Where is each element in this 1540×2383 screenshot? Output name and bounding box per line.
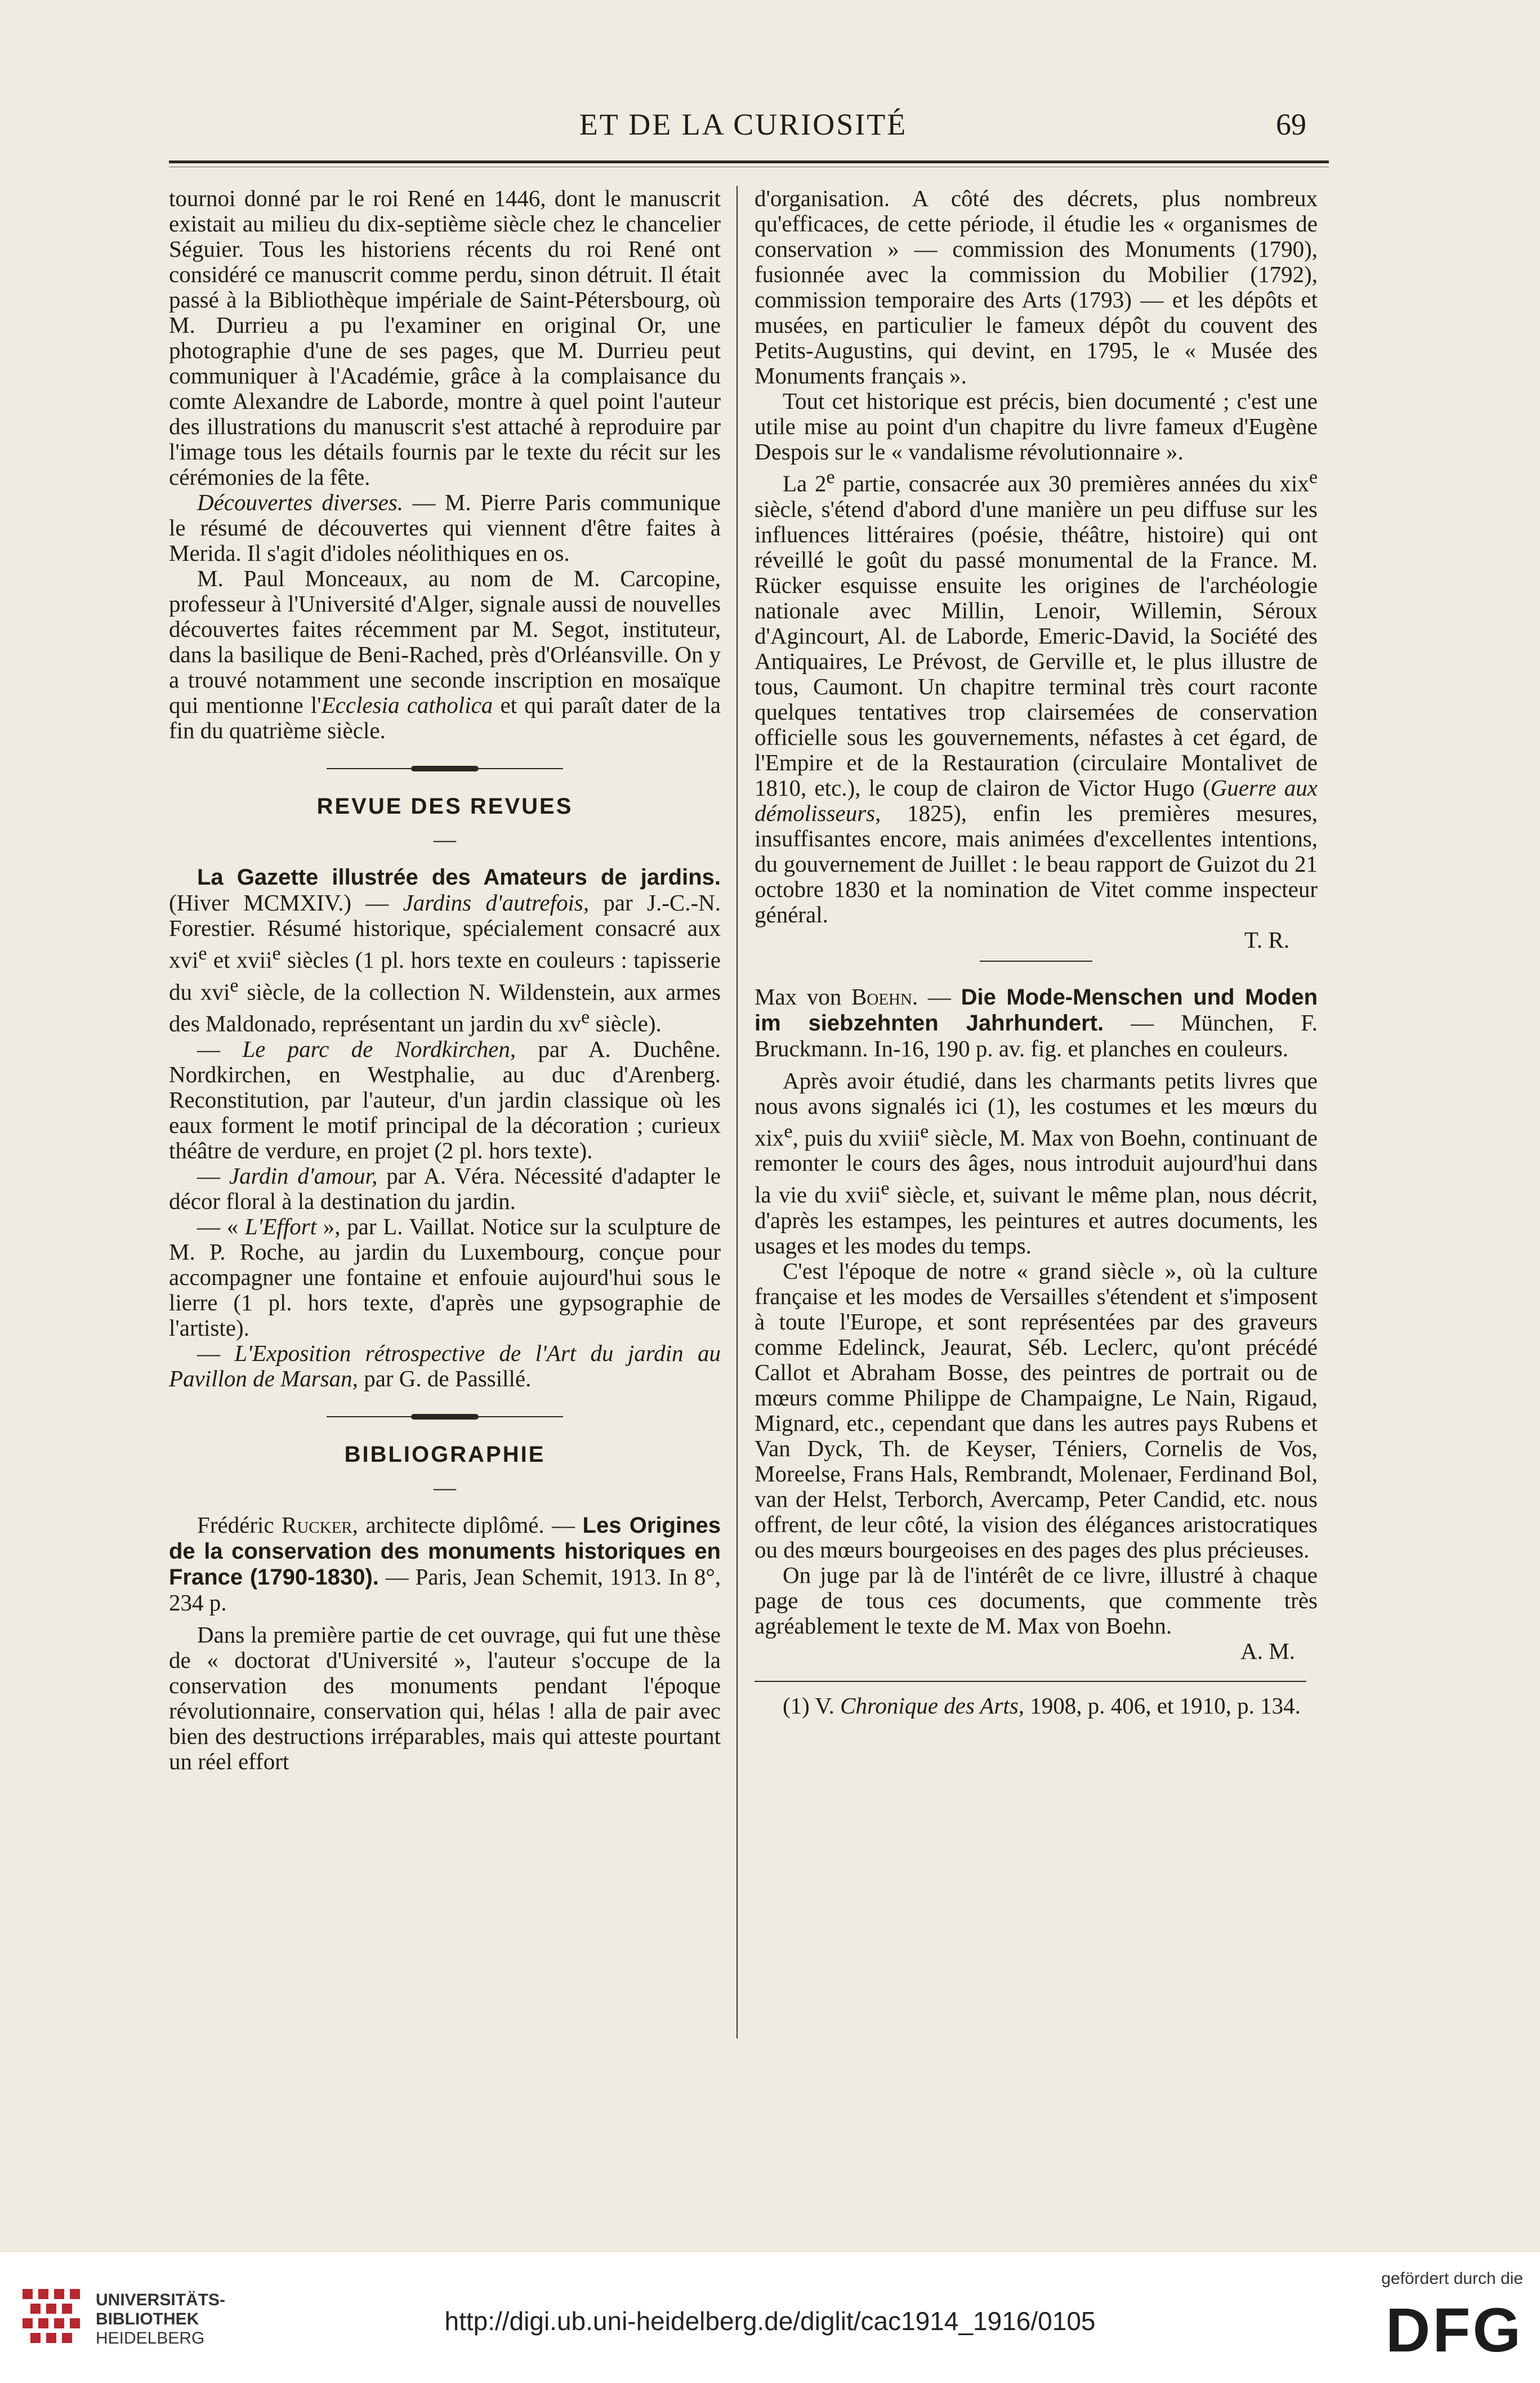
paragraph: tournoi donné par le roi René en 1446, dont le manuscrit existait au milieu du dix-septième siècle chez le chancelier Séguier. Tous les historiens récents du roi René ont considéré ce manuscrit comme perdu, sinon détruit. Il était passé à la Bibliothèque impériale de Saint-Pétersbourg, où M. Durrieu a pu l'examiner en original Or, une photographie d'une de ses pages, que M. Durrieu peut communiquer à l'Académie, grâce à la complaisance du comte Alexandre de Laborde, montre à quel point l'auteur des illustrations du manuscrit s'est attaché à reproduire par l'image tous les détails fournis par le texte du récit sur les cérémonies de la fête. [169, 185, 721, 490]
footnote: (1) V. Chronique des Arts, 1908, p. 406, et 1910, p. 134. [783, 1692, 1301, 1719]
signature-tr: T. R. [1244, 926, 1289, 953]
header-title: ET DE LA CURIOSITÉ [579, 108, 908, 141]
left-column [169, 186, 721, 1774]
italic-lead: Découvertes diverses. [197, 489, 403, 515]
paragraph: C'est l'époque de notre « grand siècle », où la culture française et les modes de Versailles s'étendent et s'imposent à toute l'Europe, et sont représentées par des graveurs comme Edelinck, Jeaurat, Séb. Leclerc, qu'ont précédé Callot et Abraham Bosse, des peintres de portrait ou de mœurs comme Philippe de Champaigne, Le Nain, Rigaud, Mignard, etc., cependant que dans les autres pays Rubens et Van Dyck, Th. de Keyser, Téniers, Cornelis de Vos, Moreelse, Frans Hals, Rembrandt, Molenaer, Ferdinand Bol, van der Helst, Terborch, Avercamp, Peter Candid, etc. nous offrent, de leur côté, la vision des élégances aristocratiques ou des mœurs bourgeoises en des pages des plus précieuses. [755, 1257, 1318, 1563]
library-name: UNIVERSITÄTS- BIBLIOTHEK HEIDELBERG [96, 2291, 226, 2348]
funder-text: gefördert durch die [1381, 2269, 1523, 2288]
paragraph: La Gazette illustrée des Amateurs de jardins. (Hiver MCMXIV.) — Jardins d'autrefois, par J.-C.-N. Forestier. Résumé historique, spécialement consacré aux xvi$^e$ et xvii$^e$ siècles (1 pl. hors texte en couleurs : tapisserie du xvi$^e$ siècle, de la collection N. Wildenstein, aux armes des Maldonado, représentant un jardin du $xv^e$ siècle). [169, 865, 721, 1037]
short-rule [980, 961, 1092, 962]
paragraph: — « L'Effort », par L. Vaillat. Notice sur la sculpture de M. P. Roche, au jardin du Luxembourg, conçue pour accompagner une fontaine et enfouie aujourd'hui sous le lierre (1 pl. hors texte, d'après une gypsographie de l'artiste). [169, 1213, 721, 1341]
running-header [169, 107, 1318, 146]
paragraph: — L'Exposition rétrospective de l'Art du jardin au Pavillon de Marsan, par G. de Passillé. [169, 1340, 721, 1391]
column-divider [736, 186, 738, 2038]
ornament-divider [327, 766, 563, 771]
section-dash: — [434, 1474, 456, 1500]
paragraph: d'organisation. A côté des décrets, plus nombreux qu'efficaces, de cette période, il étudie les « organismes de conservation » — commission des Monuments (1790), fusionnée avec la commission du Mobilier (1792), commission temporaire des Arts (1793) — et les dépôts et musées, en particulier le fameux dépôt du couvent des Petits-Augustins, qui devint, en 1795, le « Musée des Monuments français ». [755, 185, 1318, 389]
section-title-bibliographie: BIBLIOGRAPHIE [344, 1442, 546, 1467]
paragraph: On juge par là de l'intérêt de ce livre, illustré à chaque page de tous ces documents, que commente très agréablement le texte de M. Max von Boehn. [755, 1561, 1318, 1639]
footnote-rule [755, 1681, 1306, 1682]
paragraph: M. Paul Monceaux, au nom de M. Carcopine, professeur à l'Université d'Alger, signale aussi de nouvelles découvertes faites récemment par M. Segot, instituteur, dans la basilique de Beni-Rached, près d'Orléansville. On y a trouvé notamment une seconde inscription en mosaïque qui mentionne l'Ecclesia catholica et qui paraît dater de la fin du quatrième siècle. [169, 565, 721, 743]
digitization-footer [0, 2252, 1540, 2383]
paragraph: Dans la première partie de cet ouvrage, qui fut une thèse de « doctorat d'Université », l'auteur s'occupe de la conservation des monuments pendant l'époque révolutionnaire, conservation qui, hélas ! alla de pair avec bien des destructions irréparables, mais qui atteste pourtant un réel effort [169, 1621, 721, 1774]
paragraph: Tout cet historique est précis, bien documenté ; c'est une utile mise au point d'un chapitre du livre fameux d'Eugène Despois sur le « vandalisme révolutionnaire ». [755, 388, 1318, 465]
ornament-divider [327, 1414, 563, 1420]
paragraph: Après avoir étudié, dans les charmants petits livres que nous avons signalés ici (1), les costumes et les mœurs du xix$^e$, puis du xviii$^e$ siècle, M. Max von Boehn, continuant de remonter le cours des âges, nous introduit aujourd'hui dans la vie du xvii$^e$ siècle, et, suivant le même plan, nous décrit, d'après les estampes, les peintures et autres documents, les usages et les modes du temps. [755, 1067, 1318, 1259]
section-dash: — [434, 827, 456, 852]
paragraph: — Le parc de Nordkirchen, par A. Duchêne. Nordkirchen, en Westphalie, au duc d'Arenberg. Reconstitution, par l'auteur, d'un jardin classique où les eaux forment le motif principal de la décoration ; curieux théâtre de verdure, en projet (2 pl. hors texte). [169, 1036, 721, 1163]
section-title-revue: REVUE DES REVUES [316, 794, 573, 819]
header-rule [169, 160, 1329, 163]
paragraph: La 2e partie, consacrée aux 30 premières années du xix$^e$ siècle, s'étend d'abord d'une manière un peu diffuse sur les influences littéraires (poésie, théâtre, histoire) qui ont réveillé le goût du passé monumental de la France. M. Rücker esquisse ensuite les origines de l'archéologie nationale avec Millin, Lenoir, Willemin, Séroux d'Agincourt, Al. de Laborde, Emeric-David, la Société des Antiquaires, Le Prévost, de Gerville et, le plus illustre de tous, Caumont. Un chapitre terminal très court raconte quelques tentatives trop clairsemées de conservation officielle sous les gouvernements, néfastes à cet égard, de l'Empire et de la Restauration (circulaire Montalivet de 1810, etc.), le coup de clairon de Victor Hugo (Guerre aux démolisseurs, 1825), enfin les premières mesures, insuffisantes encore, mais animées d'excellentes intentions, du gouvernement de Juillet : le beau rapport de Guizot du 21 octobre 1830 et la nomination de Vitet comme inspecteur général. [755, 467, 1318, 927]
right-column [755, 186, 1318, 1719]
dfg-logo: DFG [1385, 2296, 1523, 2365]
paragraph: — Jardin d'amour, par A. Véra. Nécessité d'adapter le décor floral à la destination du jardin. [169, 1162, 721, 1214]
bibliography-entry: Max von Boehn. — Die Mode-Menschen und Moden im siebzehnten Jahrhundert. — München, F. Bruckmann. In-16, 190 p. av. fig. et planches en couleurs. [755, 983, 1318, 1061]
bibliography-entry: Frédéric Rucker, architecte diplômé. — Les Origines de la conservation des monuments historiques en France (1790-1830). — Paris, Jean Schemit, 1913. In 8°, 234 p. [169, 1511, 721, 1616]
source-url-link[interactable]: http://digi.ub.uni-heidelberg.de/diglit/cac1914_1916/0105 [444, 2306, 1096, 2336]
page-number: 69 [1276, 108, 1306, 141]
signature-am: A. M. [1240, 1637, 1295, 1664]
paragraph: Découvertes diverses. — M. Pierre Paris communique le résumé de découvertes qui viennent d'être faites à Merida. Il s'agit d'idoles néolithiques en os. [169, 489, 721, 566]
